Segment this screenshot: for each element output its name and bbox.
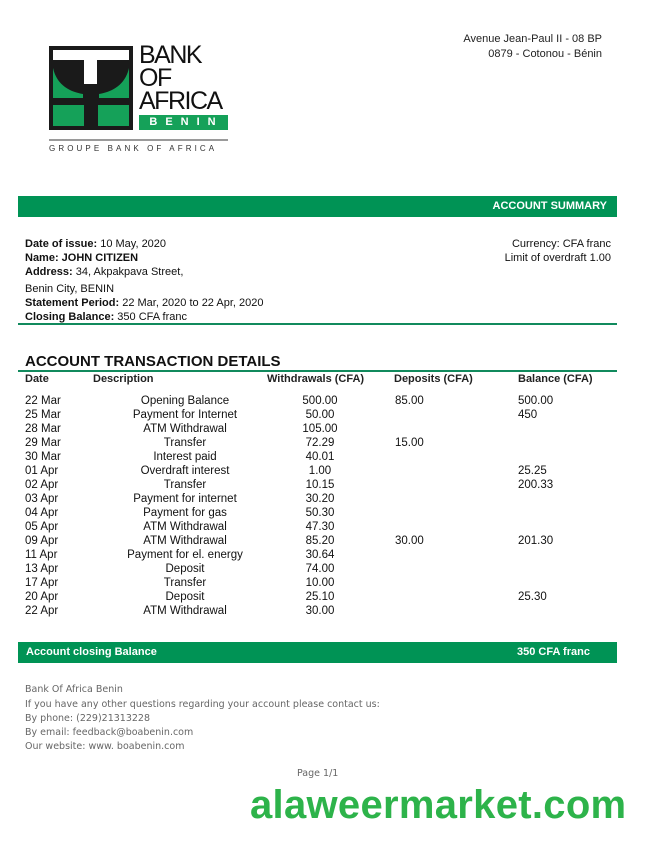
transaction-row (0, 478, 648, 492)
logo-country-badge: BENIN (139, 115, 228, 130)
footer-phone: By phone: (229)21313228 (25, 713, 151, 724)
row-description: Transfer (163, 437, 207, 449)
transaction-row (0, 520, 648, 534)
account-holder-address (25, 265, 183, 279)
watermark-text: alaweermarket.com (250, 783, 627, 827)
row-description: Overdraft interest (140, 465, 230, 477)
account-summary-bar (18, 196, 617, 217)
row-date: 02 Apr (25, 479, 59, 491)
date-of-issue-label: Date of issue: (25, 238, 98, 250)
row-description: ATM Withdrawal (143, 605, 227, 617)
row-description: Deposit (165, 591, 205, 603)
row-withdrawal: 30.00 (305, 605, 335, 617)
row-withdrawal: 50.00 (305, 409, 335, 421)
row-date: 09 Apr (25, 535, 59, 547)
closing-balance (25, 310, 187, 324)
row-deposit: 85.00 (395, 395, 424, 407)
column-header-description: Description (93, 373, 154, 385)
row-balance: 25.25 (518, 465, 547, 477)
address-value: 34, Akpakpava Street, (72, 266, 184, 278)
footer-questions: If you have any other questions regarding your account please contact us: (25, 699, 380, 710)
statement-period-value: 22 Mar, 2020 to 22 Apr, 2020 (119, 297, 264, 309)
row-withdrawal: 500.00 (302, 395, 338, 407)
row-description: Payment for Internet (132, 409, 238, 421)
row-date: 22 Apr (25, 605, 59, 617)
row-date: 17 Apr (25, 577, 59, 589)
row-description: Payment for el. energy (127, 549, 243, 561)
bank-address-line2: 0879 - Cotonou - Bénin (488, 48, 602, 60)
row-description: Payment for gas (143, 507, 227, 519)
account-holder-name (25, 251, 138, 265)
logo-divider (49, 139, 228, 141)
logo-emblem-icon (49, 46, 133, 130)
footer-email: By email: feedback@boabenin.com (25, 727, 194, 738)
row-date: 05 Apr (25, 521, 59, 533)
row-withdrawal: 10.00 (305, 577, 335, 589)
row-withdrawal: 72.29 (305, 437, 335, 449)
transaction-row (0, 576, 648, 590)
row-date: 03 Apr (25, 493, 59, 505)
row-withdrawal: 50.30 (305, 507, 335, 519)
transaction-row (0, 492, 648, 506)
row-description: ATM Withdrawal (143, 535, 227, 547)
row-withdrawal: 105.00 (302, 423, 338, 435)
row-date: 30 Mar (25, 451, 61, 463)
transaction-row (0, 590, 648, 604)
row-withdrawal: 1.00 (308, 465, 332, 477)
row-withdrawal: 40.01 (305, 451, 335, 463)
row-description: ATM Withdrawal (143, 423, 227, 435)
bank-logo-emblem (49, 46, 133, 130)
transaction-row (0, 534, 648, 548)
row-withdrawal: 47.30 (305, 521, 335, 533)
row-withdrawal: 85.20 (305, 535, 335, 547)
overdraft-limit: Limit of overdraft 1.00 (504, 252, 611, 264)
row-balance: 500.00 (518, 395, 554, 407)
column-header-date: Date (25, 373, 49, 385)
row-date: 01 Apr (25, 465, 59, 477)
row-date: 13 Apr (25, 563, 59, 575)
account-holder-name-text: Name: JOHN CITIZEN (25, 252, 139, 264)
row-balance: 201.30 (518, 535, 554, 547)
statement-period (25, 296, 263, 310)
transaction-row (0, 548, 648, 562)
row-withdrawal: 30.20 (305, 493, 335, 505)
row-description: ATM Withdrawal (143, 521, 227, 533)
row-description: Transfer (163, 577, 207, 589)
logo-text-bank: BANK (139, 41, 202, 69)
account-closing-balance-bar (18, 642, 617, 663)
footer-bank-name: Bank Of Africa Benin (25, 684, 123, 695)
column-header-deposits: Deposits (CFA) (394, 373, 473, 385)
currency: Currency: CFA franc (511, 238, 611, 250)
column-header-balance: Balance (CFA) (518, 373, 593, 385)
account-closing-balance-label: Account closing Balance (26, 646, 157, 658)
address-label: Address: (25, 266, 73, 278)
bank-address-line1: Avenue Jean-Paul II - 08 BP (463, 33, 602, 45)
row-description: Opening Balance (140, 395, 230, 407)
row-date: 28 Mar (25, 423, 61, 435)
logo-text-africa: AFRICA (139, 87, 222, 115)
row-description: Deposit (165, 563, 205, 575)
address-city: Benin City, BENIN (25, 283, 115, 295)
closing-balance-value: 350 CFA franc (114, 311, 188, 323)
account-summary-title: ACCOUNT SUMMARY (492, 200, 607, 212)
row-date: 11 Apr (25, 549, 58, 561)
row-withdrawal: 10.15 (305, 479, 335, 491)
page-number: Page 1/1 (297, 768, 339, 779)
transaction-row (0, 422, 648, 436)
row-date: 20 Apr (25, 591, 59, 603)
row-description: Interest paid (153, 451, 217, 463)
logo-group-name: GROUPE BANK OF AFRICA (49, 144, 218, 153)
summary-divider (18, 323, 617, 325)
transaction-table-body (0, 394, 648, 618)
row-balance: 200.33 (518, 479, 554, 491)
row-date: 29 Mar (25, 437, 61, 449)
row-deposit: 30.00 (395, 535, 424, 547)
account-closing-balance-value: 350 CFA franc (517, 646, 590, 658)
transaction-row (0, 408, 648, 422)
transaction-divider (18, 370, 617, 372)
transaction-row (0, 394, 648, 408)
transaction-row (0, 562, 648, 576)
row-date: 04 Apr (25, 507, 59, 519)
column-header-withdrawals: Withdrawals (CFA) (267, 373, 365, 385)
closing-balance-label: Closing Balance: (25, 311, 115, 323)
transaction-row (0, 506, 648, 520)
row-description: Payment for internet (133, 493, 237, 505)
transaction-row (0, 450, 648, 464)
transaction-row (0, 604, 648, 618)
logo-text-of: OF (139, 64, 171, 92)
statement-period-label: Statement Period: (25, 297, 120, 309)
transaction-row (0, 436, 648, 450)
transaction-details-title: ACCOUNT TRANSACTION DETAILS (25, 353, 281, 370)
row-balance: 25.30 (518, 591, 547, 603)
row-withdrawal: 74.00 (305, 563, 335, 575)
date-of-issue (25, 237, 166, 251)
transaction-row (0, 464, 648, 478)
row-withdrawal: 30.64 (305, 549, 335, 561)
row-description: Transfer (163, 479, 207, 491)
date-of-issue-value: 10 May, 2020 (97, 238, 167, 250)
row-withdrawal: 25.10 (305, 591, 335, 603)
row-balance: 450 (518, 409, 538, 421)
row-date: 25 Mar (25, 409, 61, 421)
footer-website: Our website: www. boabenin.com (25, 741, 185, 752)
row-deposit: 15.00 (395, 437, 424, 449)
row-date: 22 Mar (25, 395, 61, 407)
